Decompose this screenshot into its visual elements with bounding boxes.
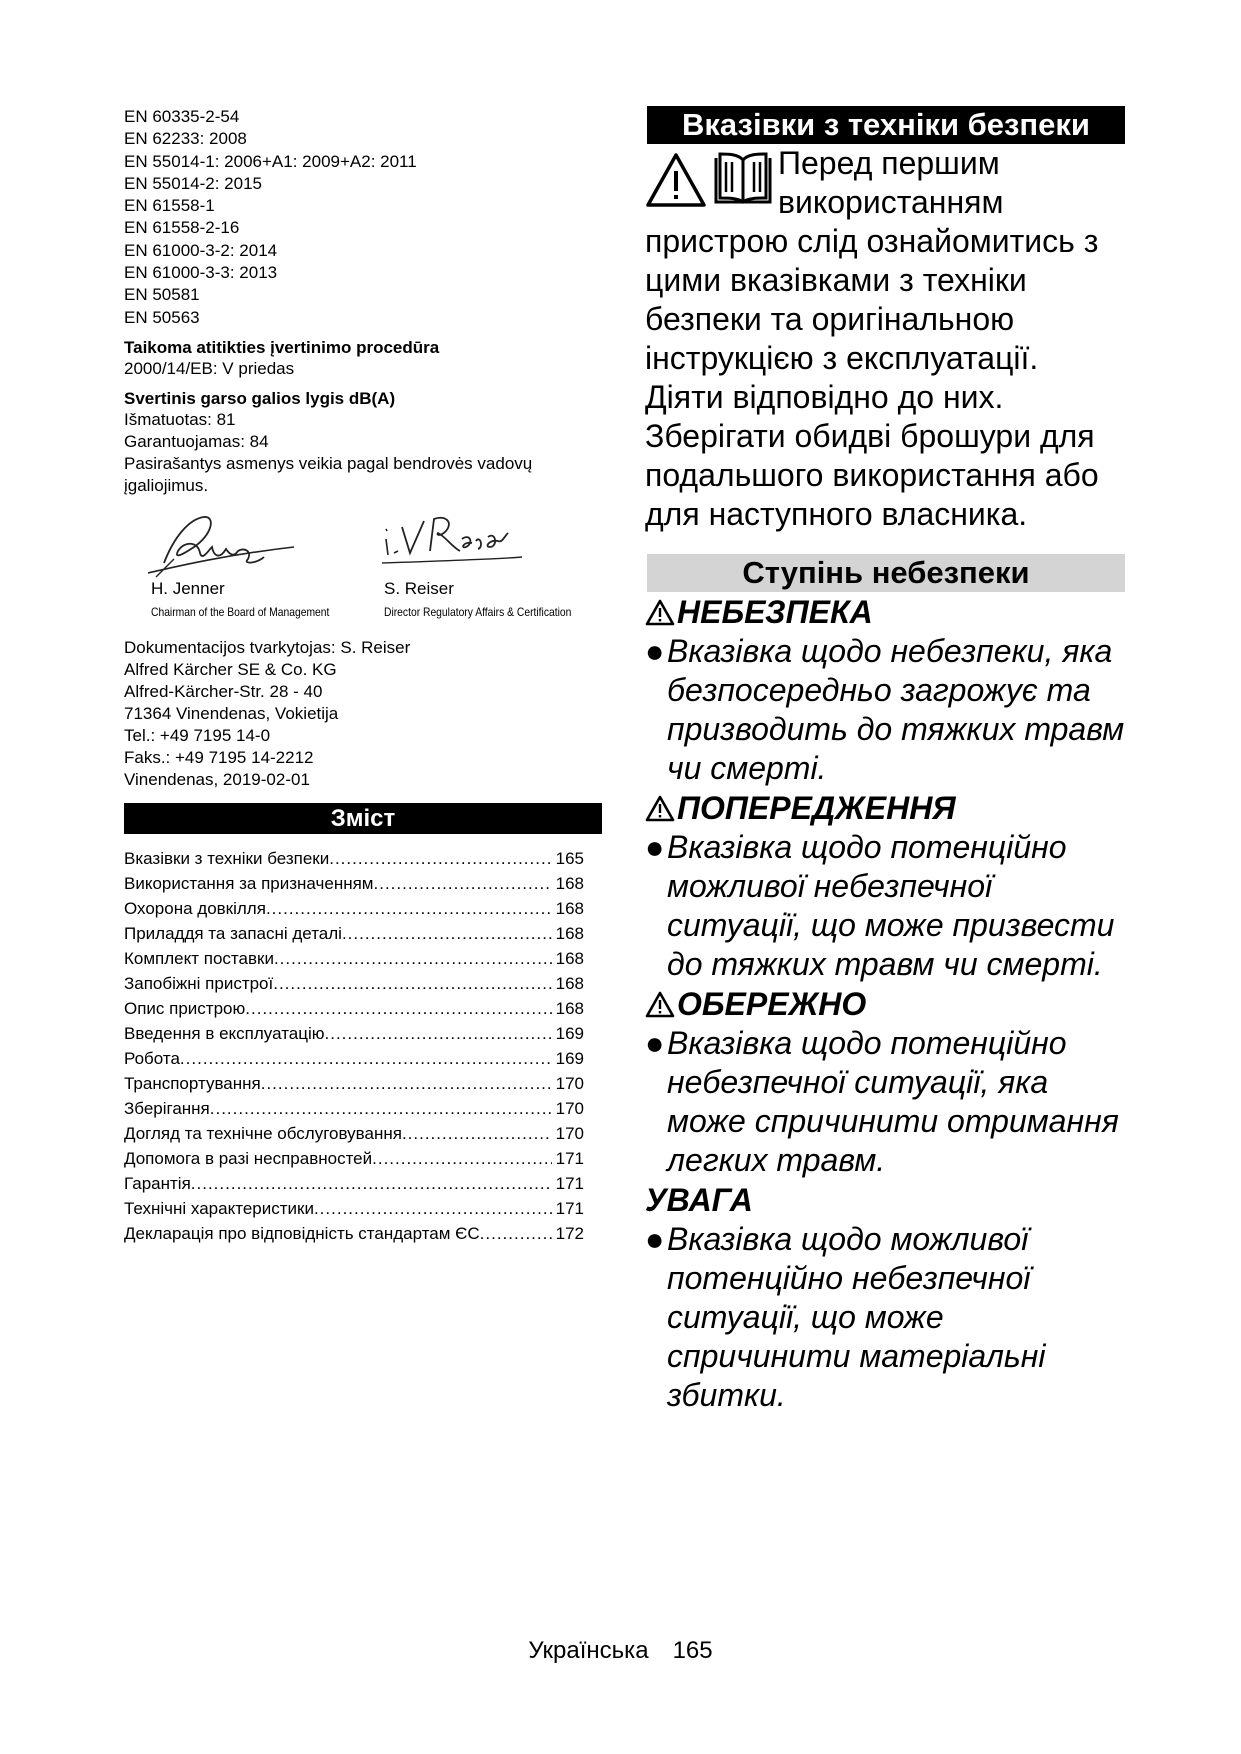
signatures <box>124 507 602 637</box>
toc-item[interactable] <box>124 971 584 996</box>
safety-section-title: Вказівки з техніки безпеки <box>647 106 1125 144</box>
toc-leader <box>342 921 552 946</box>
address-line: Alfred-Kärcher-Str. 28 - 40 <box>124 681 323 701</box>
hazard-text: Вказівка щодо потенційно небезпечної ситуації, яка може спричинити отримання легких травм. <box>667 1025 1119 1178</box>
toc-item[interactable] <box>124 1021 584 1046</box>
toc-item[interactable] <box>124 1171 584 1196</box>
toc-item-page: 168 <box>555 898 584 918</box>
signature-jenner <box>134 507 354 637</box>
hazard-level-attention <box>645 1180 1125 1415</box>
toc-item-page: 168 <box>555 873 584 893</box>
hazard-text: Вказівка щодо потенційно можливої небезпечної ситуації, що може призвести до тяжких травм чи смерті. <box>667 829 1115 982</box>
toc-item[interactable] <box>124 1146 584 1171</box>
hazard-label: ОБЕРЕЖНО <box>677 986 867 1022</box>
hazard-label: НЕБЕЗПЕКА <box>677 594 873 630</box>
hazard-head <box>645 788 1125 828</box>
toc-leader <box>374 871 552 896</box>
standard-item: EN 61000-3-2: 2014 <box>124 240 278 260</box>
hazard-head <box>645 984 1125 1024</box>
toc-item-title: Зберігання <box>124 1098 210 1118</box>
toc-item-page: 168 <box>555 998 584 1018</box>
toc-item-title: Транспортування <box>124 1073 261 1093</box>
toc-item[interactable] <box>124 1121 584 1146</box>
page-number: 165 <box>672 1637 713 1664</box>
hazard-head <box>645 1180 1125 1220</box>
toc-item-title: Гарантія <box>124 1173 191 1193</box>
signature-reiser-role: Director Regulatory Affairs & Certification <box>384 604 572 619</box>
hazard-levels-title: Ступінь небезпеки <box>647 554 1125 592</box>
toc-item-title: Догляд та технічне обслуговування <box>124 1123 402 1143</box>
standard-item: EN 50581 <box>124 285 200 305</box>
hazard-description <box>645 1220 1125 1415</box>
hazard-label: УВАГА <box>645 1182 753 1218</box>
toc-item-page: 169 <box>555 1048 584 1068</box>
sound-measured: Išmatuotas: 81 <box>124 409 236 429</box>
toc-item-title: Введення в експлуатацію <box>124 1023 325 1043</box>
toc-item-title: Допомога в разі несправностей <box>124 1148 373 1168</box>
hazard-level-danger <box>645 592 1125 788</box>
toc-leader <box>245 996 551 1021</box>
signature-jenner-role: Chairman of the Board of Management <box>151 604 330 619</box>
bullet-icon: ● <box>645 633 665 669</box>
standard-item: EN 61558-2-16 <box>124 218 240 238</box>
toc-item[interactable] <box>124 921 584 946</box>
toc-item-page: 171 <box>555 1198 584 1218</box>
toc-leader <box>266 896 552 921</box>
hazard-description <box>645 828 1125 984</box>
toc-item-page: 171 <box>555 1173 584 1193</box>
right-column <box>645 106 1125 1415</box>
toc-item[interactable] <box>124 946 584 971</box>
hazard-level-caution <box>645 984 1125 1180</box>
signature-jenner-image <box>134 507 334 587</box>
toc-title: Зміст <box>124 803 602 834</box>
toc-leader <box>325 1021 552 1046</box>
toc-item[interactable] <box>124 1221 584 1246</box>
sound-note: Pasirašantys asmenys veikia pagal bendrovės vadovų įgaliojimus. <box>124 453 533 495</box>
intro-text: пристрою слід ознайомитись з цими вказівками з техніки безпеки та оригінальною інструкцією з експлуатації. Діяти відповідно до них. Зберігати обидві брошури для подальшого використання або для наступного власника. <box>645 223 1099 532</box>
safety-intro <box>645 144 1125 534</box>
address-line: Vinendenas, 2019-02-01 <box>124 769 310 789</box>
hazard-level-warning <box>645 788 1125 984</box>
standard-item: EN 55014-1: 2006+A1: 2009+A2: 2011 <box>124 151 417 171</box>
warning-triangle-icon <box>645 152 707 208</box>
toc-item[interactable] <box>124 996 584 1021</box>
toc-item-page: 170 <box>555 1123 584 1143</box>
toc-item-title: Використання за призначенням <box>124 873 374 893</box>
toc-leader <box>372 1146 552 1171</box>
toc-item-page: 165 <box>555 848 584 868</box>
address-line: 71364 Vinendenas, Vokietija <box>124 703 339 723</box>
left-column <box>124 106 602 1246</box>
toc-leader <box>273 971 551 996</box>
toc-item-title: Декларація про відповідність стандартам ЄС <box>124 1223 480 1243</box>
toc-item-page: 171 <box>555 1148 584 1168</box>
address-line: Dokumentacijos tvarkytojas: S. Reiser <box>124 637 411 657</box>
signature-reiser <box>380 507 600 637</box>
toc-item-title: Комплект поставки <box>124 948 274 968</box>
manual-book-icon <box>712 150 774 206</box>
standard-item: EN 55014-2: 2015 <box>124 173 262 193</box>
toc-item[interactable] <box>124 846 584 871</box>
page-footer <box>0 1636 1241 1666</box>
toc-leader <box>314 1196 552 1221</box>
sound-guaranteed: Garantuojamas: 84 <box>124 431 269 451</box>
conformity-title: Taikoma atitikties įvertinimo procedūra <box>124 337 440 357</box>
toc-leader <box>480 1221 552 1246</box>
address-line: Faks.: +49 7195 14-2212 <box>124 747 314 767</box>
hazard-head <box>645 592 1125 632</box>
toc-leader <box>329 846 551 871</box>
toc-leader <box>180 1046 552 1071</box>
hazard-label: ПОПЕРЕДЖЕННЯ <box>677 790 956 826</box>
warning-icon <box>645 795 675 822</box>
standard-item: EN 60335-2-54 <box>124 107 240 126</box>
standard-item: EN 61558-1 <box>124 196 215 216</box>
address-line: Tel.: +49 7195 14-0 <box>124 725 271 745</box>
toc-leader <box>402 1121 552 1146</box>
hazard-text: Вказівка щодо можливої потенційно небезпечної ситуації, що може спричинити матеріальні збитки. <box>667 1221 1046 1413</box>
table-of-contents <box>124 846 584 1246</box>
toc-item[interactable] <box>124 1096 584 1121</box>
address-block <box>124 637 602 791</box>
bullet-icon: ● <box>645 1221 665 1257</box>
standard-item: EN 61000-3-3: 2013 <box>124 263 278 283</box>
intro-first-line: Перед першим використанням <box>778 145 1004 220</box>
toc-item-title: Вказівки з техніки безпеки <box>124 848 330 868</box>
toc-item-page: 168 <box>555 973 584 993</box>
address-line: Alfred Kärcher SE & Co. KG <box>124 659 337 679</box>
warning-icon <box>645 599 675 626</box>
toc-item-title: Технічні характеристики <box>124 1198 314 1218</box>
toc-item[interactable] <box>124 1046 584 1071</box>
hazard-text: Вказівка щодо небезпеки, яка безпосередньо загрожує та призводить до тяжких травм чи смерті. <box>667 633 1125 786</box>
toc-item-page: 170 <box>555 1073 584 1093</box>
toc-item-page: 168 <box>555 948 584 968</box>
toc-leader <box>274 946 552 971</box>
toc-leader <box>210 1096 552 1121</box>
toc-item-title: Приладдя та запасні деталі <box>124 923 342 943</box>
toc-item-page: 169 <box>555 1023 584 1043</box>
hazard-description <box>645 632 1125 788</box>
signature-jenner-name: H. Jenner <box>151 578 225 598</box>
toc-item-page: 172 <box>555 1223 584 1243</box>
toc-leader <box>191 1171 552 1196</box>
standards-list <box>124 106 602 329</box>
toc-item-title: Запобіжні пристрої <box>124 973 274 993</box>
signature-reiser-image <box>380 507 600 587</box>
standard-item: EN 50563 <box>124 307 200 327</box>
toc-item-page: 170 <box>555 1098 584 1118</box>
footer-language: Українська <box>528 1637 649 1664</box>
toc-item-page: 168 <box>555 923 584 943</box>
standard-item: EN 62233: 2008 <box>124 129 247 149</box>
bullet-icon: ● <box>645 1025 665 1061</box>
toc-item-title: Робота <box>124 1048 180 1068</box>
toc-item[interactable] <box>124 896 584 921</box>
bullet-icon: ● <box>645 829 665 865</box>
toc-item-title: Охорона довкілля <box>124 898 266 918</box>
toc-item[interactable] <box>124 1196 584 1221</box>
sound-title: Svertinis garso galios lygis dB(A) <box>124 388 396 408</box>
toc-item[interactable] <box>124 871 584 896</box>
signature-reiser-name: S. Reiser <box>384 578 454 598</box>
toc-item-title: Опис пристрою <box>124 998 246 1018</box>
toc-leader <box>261 1071 552 1096</box>
toc-item[interactable] <box>124 1071 584 1096</box>
warning-icon <box>645 991 675 1018</box>
conformity-value: 2000/14/EB: V priedas <box>124 358 295 378</box>
hazard-description <box>645 1024 1125 1180</box>
